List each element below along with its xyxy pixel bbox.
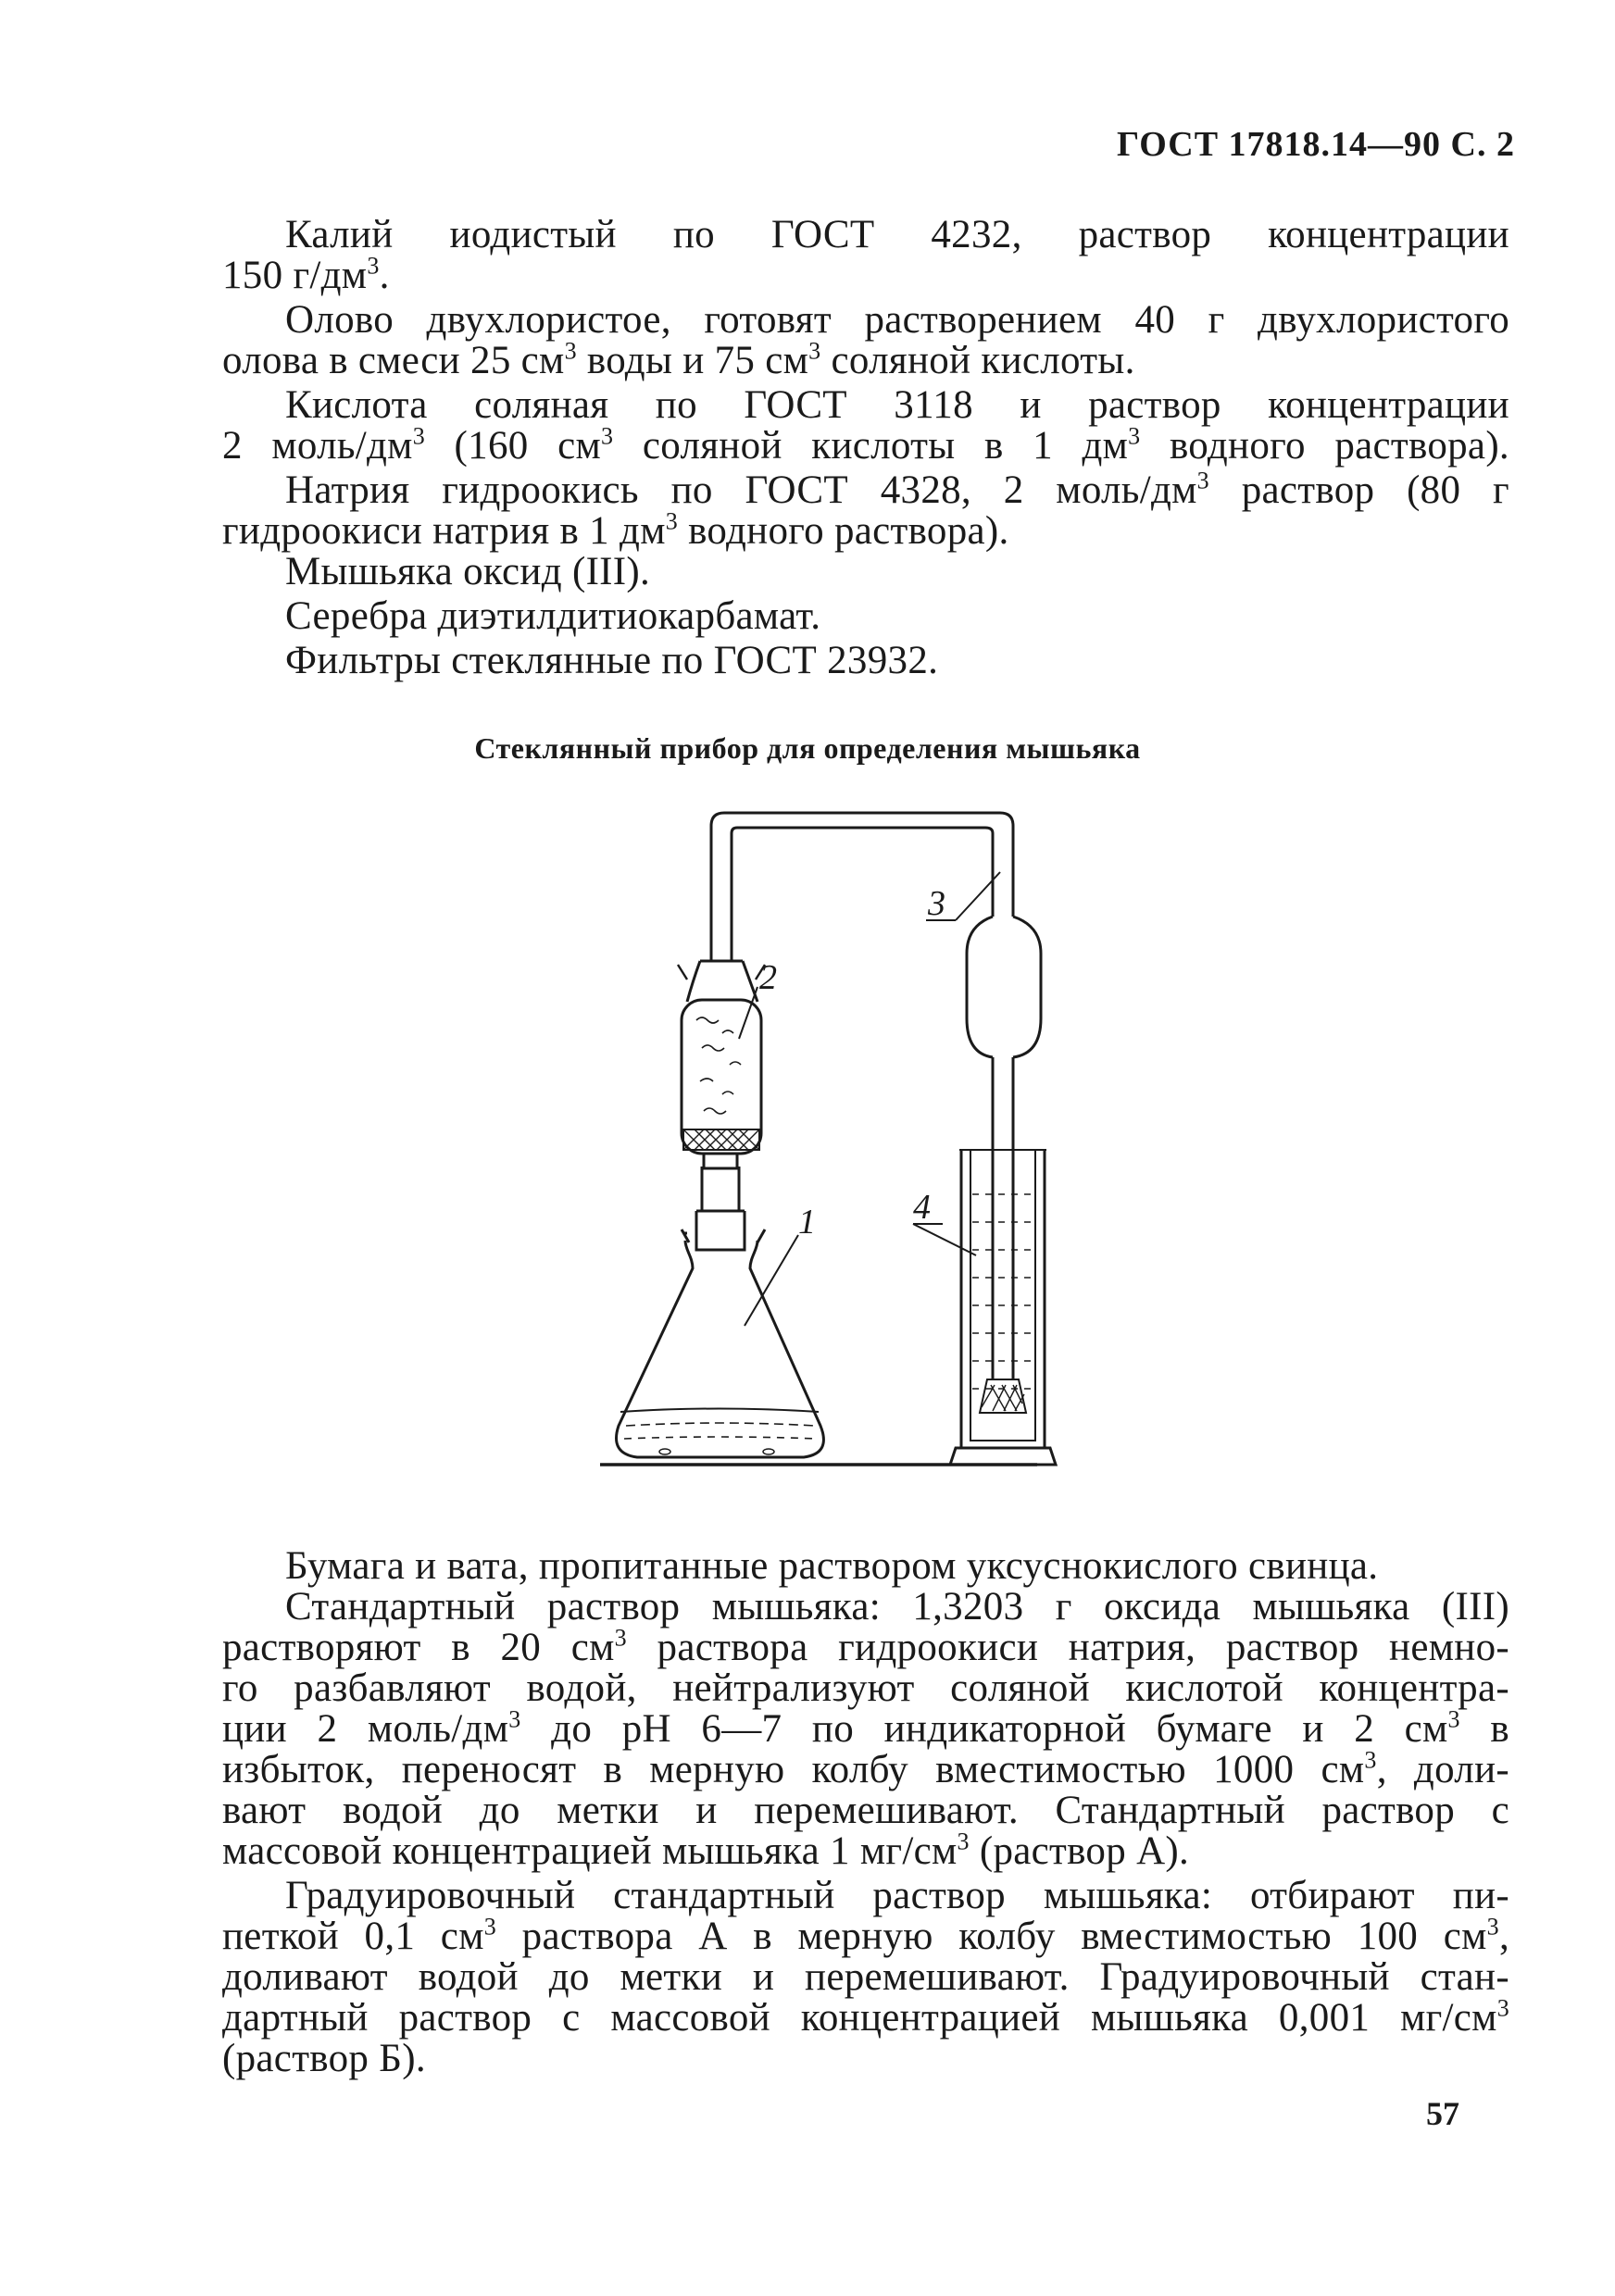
text-line: го разбавляют водой, нейтрализуют соляной кислотой концентра- xyxy=(222,1666,1509,1710)
filter-mesh xyxy=(683,1129,759,1150)
leader-line-4 xyxy=(913,1224,976,1255)
text-line: 2 моль/$дм^3$ (160 $см^3$ соляной кислоты в 1 $дм^3$ водного раствора). xyxy=(222,422,1509,468)
text-line: олова в смеси 25 $см^3$ воды и 75 $см^3$ соляной кислоты. xyxy=(222,337,1135,382)
leader-line-1 xyxy=(745,1235,798,1326)
text-line: ции 2 моль/$дм^3$ до рН 6—7 по индикаторной бумаге и 2 $см^3$ в xyxy=(222,1705,1510,1751)
text-line: дартный раствор с массовой концентрацией мышьяка 0,001 $мг/см^3$ xyxy=(222,1994,1509,2040)
page-header: ГОСТ 17818.14—90 С. 2 xyxy=(1117,125,1515,164)
absorption-bulb xyxy=(967,917,1041,1057)
text-line: Стандартный раствор мышьяка: 1,3203 г оксида мышьяка (III) xyxy=(285,1585,1509,1628)
top-text-block xyxy=(222,215,1509,681)
text-line: Олово двухлористое, готовят растворением 40 г двухлористого xyxy=(285,298,1509,342)
apparatus-figure xyxy=(593,805,1167,1491)
paragraph-hydrochloric-acid xyxy=(222,385,1509,467)
leader-line-2 xyxy=(739,987,757,1039)
paragraph-glass-filters: Фильтры стеклянные по ГОСТ 23932. xyxy=(285,639,939,682)
tube-top-stopper xyxy=(687,961,757,1002)
text-line: доливают водой до метки и перемешивают. Градуировочный стан- xyxy=(222,1955,1509,1999)
flask-liquid xyxy=(620,1409,819,1413)
paragraph-lead-acetate-paper: Бумага и вата, пропитанные раствором уксуснокислого свинца. xyxy=(285,1544,1379,1588)
text-line: растворяют в 20 $см^3$ раствора гидроокиси натрия, раствор немно- xyxy=(222,1624,1509,1669)
bottom-text-block xyxy=(222,1546,1509,2079)
text-line: массовой концентрацией мышьяка 1 $мг/см^3$ (раствор А). xyxy=(222,1828,1190,1873)
flask-stopper xyxy=(696,1211,745,1250)
figure-label-2: 2 xyxy=(759,958,777,997)
text-line: Кислота соляная по ГОСТ 3118 и раствор концентрации xyxy=(285,383,1509,427)
page-number: 57 xyxy=(1426,2095,1459,2132)
paragraph-potassium-iodide xyxy=(222,215,1509,296)
text-line: (раствор Б). xyxy=(222,2037,426,2080)
text-line: вают водой до метки и перемешивают. Стандартный раствор с xyxy=(222,1789,1509,1832)
paragraph-standard-solution xyxy=(222,1587,1509,1872)
text-line: 150 $г/дм^3$. xyxy=(222,252,390,297)
paragraph-calibration-solution xyxy=(222,1876,1509,2079)
figure-label-1: 1 xyxy=(798,1203,816,1242)
text-line: Натрия гидроокись по ГОСТ 4328, 2 моль/$дм^3$ раствор (80 г xyxy=(285,467,1509,512)
superscript: 3 xyxy=(367,252,380,280)
paragraph-arsenic-oxide: Мышьяка оксид (III). xyxy=(285,550,651,593)
figure-label-3: 3 xyxy=(928,884,945,923)
paragraph-silver-dtc: Серебра диэтилдитиокарбамат. xyxy=(285,594,821,638)
text-line: Градуировочный стандартный раствор мышьяка: отбирают пи- xyxy=(285,1874,1509,1917)
text-line: петкой 0,1 $см^3$ раствора А в мерную колбу вместимостью 100 $см^3$, xyxy=(222,1913,1510,1958)
text-line: избыток, переносят в мерную колбу вместимостью 1000 $см^3$, доли- xyxy=(222,1746,1509,1791)
text-line: гидроокиси натрия в 1 $дм^3$ водного раствора). xyxy=(222,507,1009,553)
absorber-tube xyxy=(682,1000,761,1154)
text-line: Калий иодистый по ГОСТ 4232, раствор концентрации xyxy=(285,213,1509,256)
figure-caption: Стеклянный прибор для определения мышьяка xyxy=(474,731,1141,765)
cylinder-liquid xyxy=(972,1194,1033,1389)
figure-label-4: 4 xyxy=(913,1188,931,1227)
paragraph-tin-chloride xyxy=(222,300,1509,381)
paragraph-sodium-hydroxide xyxy=(222,467,1509,553)
